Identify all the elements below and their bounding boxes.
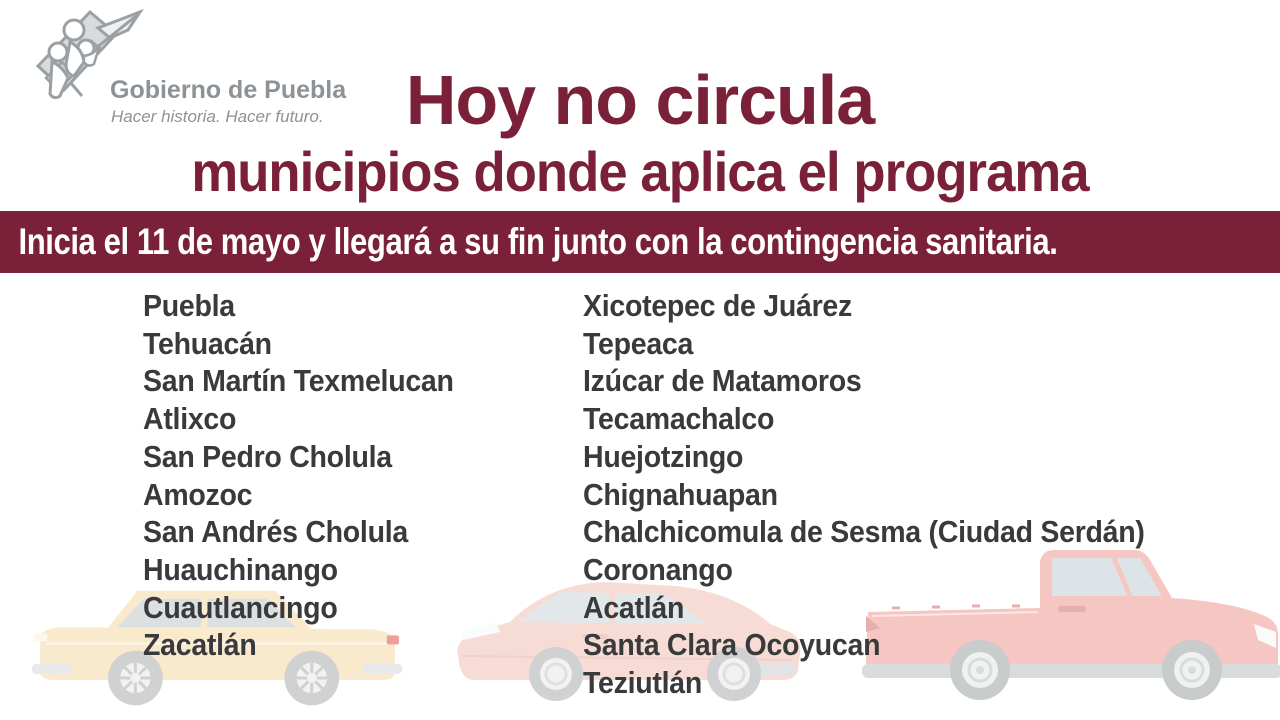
list-item: Cuautlancingo [143,589,338,625]
list-item: Puebla [143,288,235,323]
list-item: Chalchicomula de Sesma (Ciudad Serdán) [583,514,1145,550]
list-item: Tecamachalco [583,401,775,437]
list-item: Tehuacán [143,325,272,361]
info-banner [0,211,1280,273]
list-item: Zacatlán [143,627,257,663]
list-item: Huejotzingo [583,438,744,474]
list-item: Xicotepec de Juárez [583,288,852,323]
municipality-column-left [143,287,573,664]
list-item: San Martín Texmelucan [143,363,454,399]
list-item: San Andrés Cholula [143,514,408,550]
list-item: Atlixco [143,401,237,437]
list-item: Acatlán [583,589,685,625]
municipality-column-right [583,287,1223,702]
list-item: Huauchinango [143,551,338,587]
list-item: Amozoc [143,476,253,512]
list-item: Teziutlán [583,665,702,701]
list-item: Tepeaca [583,325,694,361]
list-item: Coronango [583,551,733,587]
list-item: Izúcar de Matamoros [583,363,862,399]
list-item: Santa Clara Ocoyucan [583,627,881,663]
banner-text: Inicia el 11 de mayo y llegará a su fin junto con la contingencia sanitaria. [18,221,1058,262]
logo-title: Gobierno de Puebla [110,76,347,104]
page-title: Hoy no circula [405,61,875,139]
list-item: Chignahuapan [583,476,778,512]
page-subtitle: municipios donde aplica el programa [191,140,1089,203]
logo-tagline: Hacer historia. Hacer futuro. [111,107,324,126]
list-item: San Pedro Cholula [143,438,392,474]
